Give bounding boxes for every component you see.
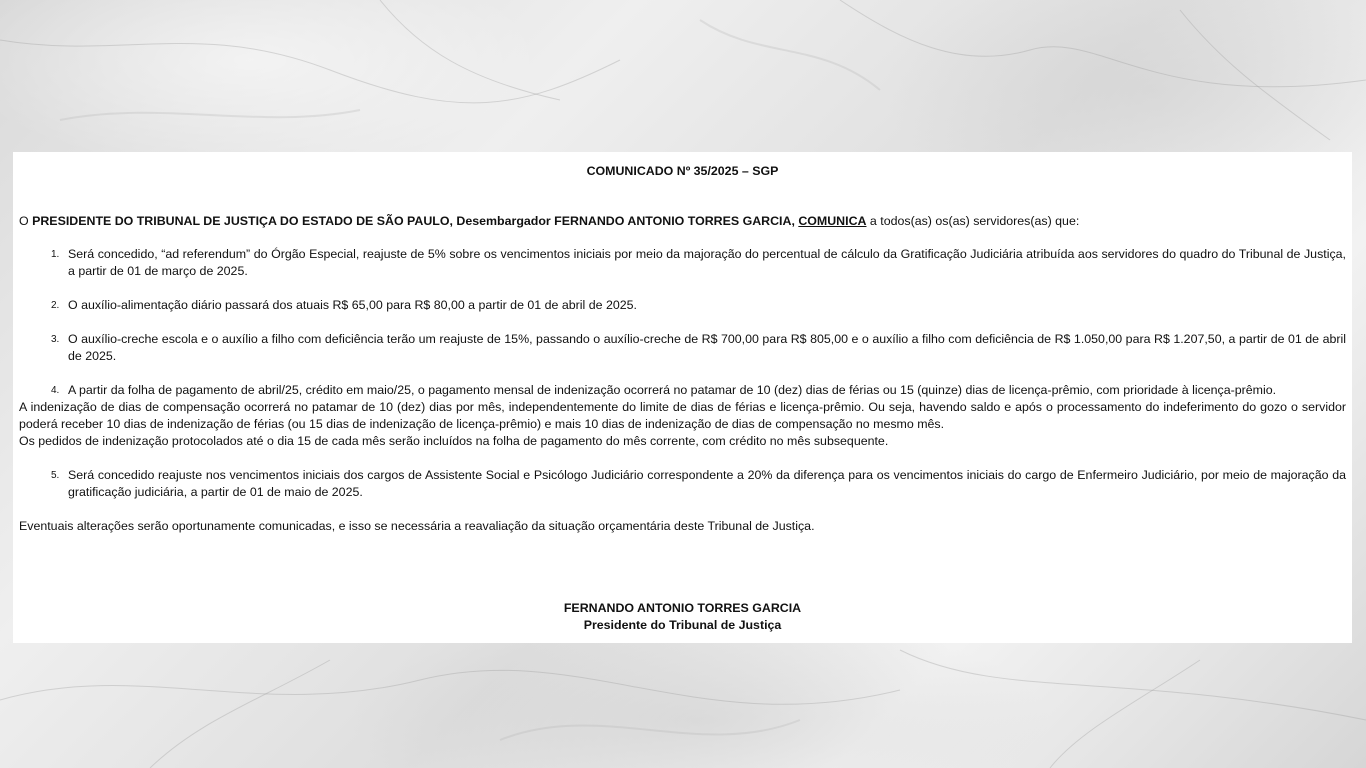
closing-paragraph: Eventuais alterações serão oportunamente comunicadas, e isso se necessária a reavaliação da situação orçamentária deste Tribunal de Justiça.	[19, 519, 815, 533]
list-item	[19, 297, 1346, 314]
list-item-text: Será concedido, “ad referendum” do Órgão Especial, reajuste de 5% sobre os vencimentos iniciais por meio da majoração do percentual de cálculo da Gratificação Judiciária atribuída aos servidores do quadro do Tribunal de Justiça, a partir de 01 de março de 2025.	[68, 247, 1346, 278]
list-item-text: O auxílio-creche escola e o auxílio a filho com deficiência terão um reajuste de 15%, passando o auxílio-creche de R$ 700,00 para R$ 805,00 e o auxílio a filho com deficiência de R$ 1.050,00 para R$ 1.207,50, a partir de 01 de abril de 2025.	[68, 332, 1346, 363]
list-item-number: 2.	[51, 300, 60, 311]
list-item-number: 4.	[51, 385, 60, 396]
document-title: COMUNICADO Nº 35/2025 – SGP	[586, 164, 779, 178]
document-page	[13, 152, 1352, 643]
intro-bold: PRESIDENTE DO TRIBUNAL DE JUSTIÇA DO ESTADO DE SÃO PAULO, Desembargador FERNANDO ANTONIO TORRES GARCIA,	[32, 214, 799, 228]
list-item-number: 1.	[51, 249, 60, 260]
item4-paragraph: A indenização de dias de compensação ocorrerá no patamar de 10 (dez) dias por mês, independentemente do limite de dias de férias e licença-prêmio. Ou seja, havendo saldo e após o processamento do indeferimento do gozo o servidor poderá receber 10 dias de indenização de férias (ou 15 dias de indenização de licença-prêmio) e mais 10 dias de indenização de dias de compensação no mesmo mês.	[19, 400, 1346, 431]
intro-suffix: a todos(as) os(as) servidores(as) que:	[866, 214, 1080, 228]
list-item	[19, 331, 1346, 365]
list-item	[19, 382, 1346, 399]
intro-prefix: O	[19, 214, 33, 228]
list-item	[19, 246, 1346, 280]
list-item	[19, 467, 1346, 501]
list-item-text: O auxílio-alimentação diário passará dos atuais R$ 65,00 para R$ 80,00 a partir de 01 de abril de 2025.	[68, 298, 637, 312]
intro-underlined: COMUNICA	[798, 214, 867, 228]
intro-paragraph	[19, 213, 1346, 230]
signature-role: Presidente do Tribunal de Justiça	[583, 618, 782, 632]
list-item-number: 3.	[51, 334, 60, 345]
list-item-text: A partir da folha de pagamento de abril/25, crédito em maio/25, o pagamento mensal de indenização ocorrerá no patamar de 10 (dez) dias de férias ou 15 (quinze) dias de licença-prêmio, com prioridade à licença-prêmio.	[68, 383, 1277, 397]
item4-paragraph: Os pedidos de indenização protocolados até o dia 15 de cada mês serão incluídos na folha de pagamento do mês corrente, com crédito no mês subsequente.	[19, 434, 889, 448]
list-item-text: Será concedido reajuste nos vencimentos iniciais dos cargos de Assistente Social e Psicólogo Judiciário correspondente a 20% da diferença para os vencimentos iniciais do cargo de Enfermeiro Judiciário, por meio de majoração da gratificação judiciária, a partir de 01 de maio de 2025.	[68, 468, 1346, 499]
list-item-number: 5.	[51, 470, 60, 481]
signature-name: FERNANDO ANTONIO TORRES GARCIA	[563, 601, 802, 615]
